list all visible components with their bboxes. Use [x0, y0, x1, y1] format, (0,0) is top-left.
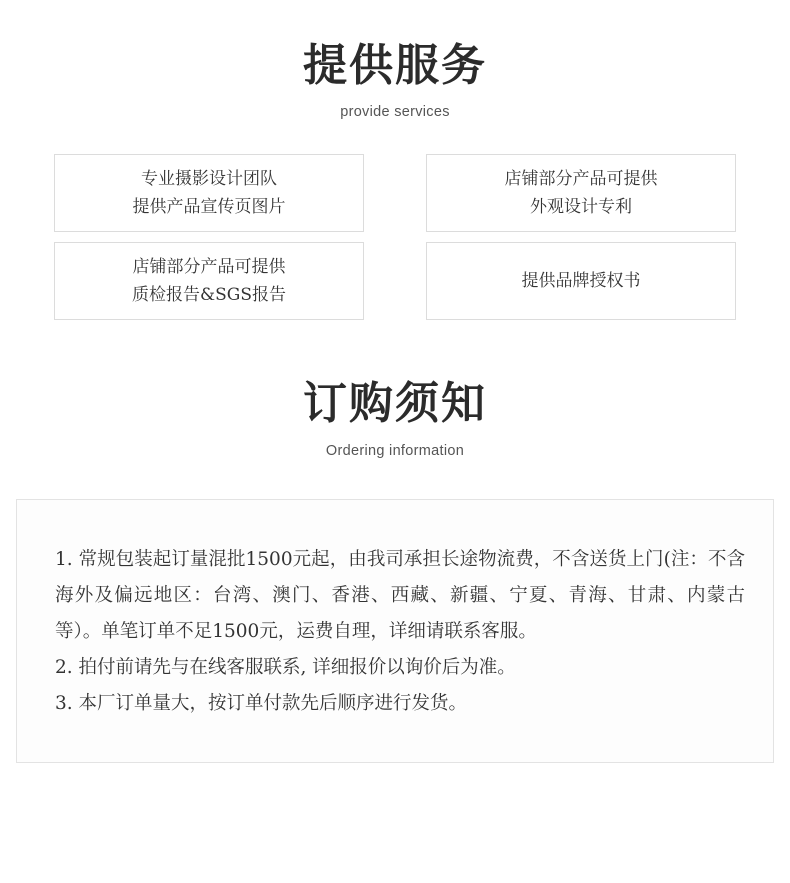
top-spacer	[0, 0, 790, 42]
list-item: 1. 常规包装起订量混批1500元起，由我司承担长途物流费，不含送货上门(注：不含海外及偏远地区：台湾、澳门、香港、西藏、新疆、宁夏、青海、甘肃、内蒙古等）。单笔订单不足1500元，运费自理，详细请联系客服。	[55, 548, 745, 642]
service-box-line: 店铺部分产品可提供	[132, 257, 286, 278]
service-box	[426, 154, 736, 232]
spacer-between-sections	[0, 320, 790, 380]
service-box-line: 店铺部分产品可提供	[504, 169, 658, 190]
service-box-line: 质检报告&SGS报告	[131, 285, 286, 306]
ordering-title-en: Ordering information	[325, 442, 465, 459]
ordering-info-list	[55, 542, 745, 722]
service-box	[54, 154, 364, 232]
services-title-cn: 提供服务	[303, 40, 487, 91]
ordering-info-panel	[16, 499, 774, 763]
services-grid	[54, 154, 736, 320]
service-box	[54, 242, 364, 320]
services-section-header	[0, 42, 790, 120]
service-box	[426, 242, 736, 320]
list-item: 2. 拍付前请先与在线客服联系, 详细报价以询价后为准。	[55, 656, 516, 678]
service-box-line: 提供品牌授权书	[521, 271, 641, 292]
spacer-after-services-header	[0, 120, 790, 154]
service-box-line: 外观设计专利	[530, 197, 632, 218]
service-box-line: 专业摄影设计团队	[141, 169, 277, 190]
services-title-en: provide services	[340, 104, 450, 121]
spacer-after-ordering-header	[0, 459, 790, 499]
ordering-title-cn: 订购须知	[303, 378, 487, 430]
list-item: 3. 本厂订单量大，按订单付款先后顺序进行发货。	[55, 693, 468, 715]
service-box-line: 提供产品宣传页图片	[132, 197, 286, 218]
ordering-section-header	[0, 380, 790, 458]
